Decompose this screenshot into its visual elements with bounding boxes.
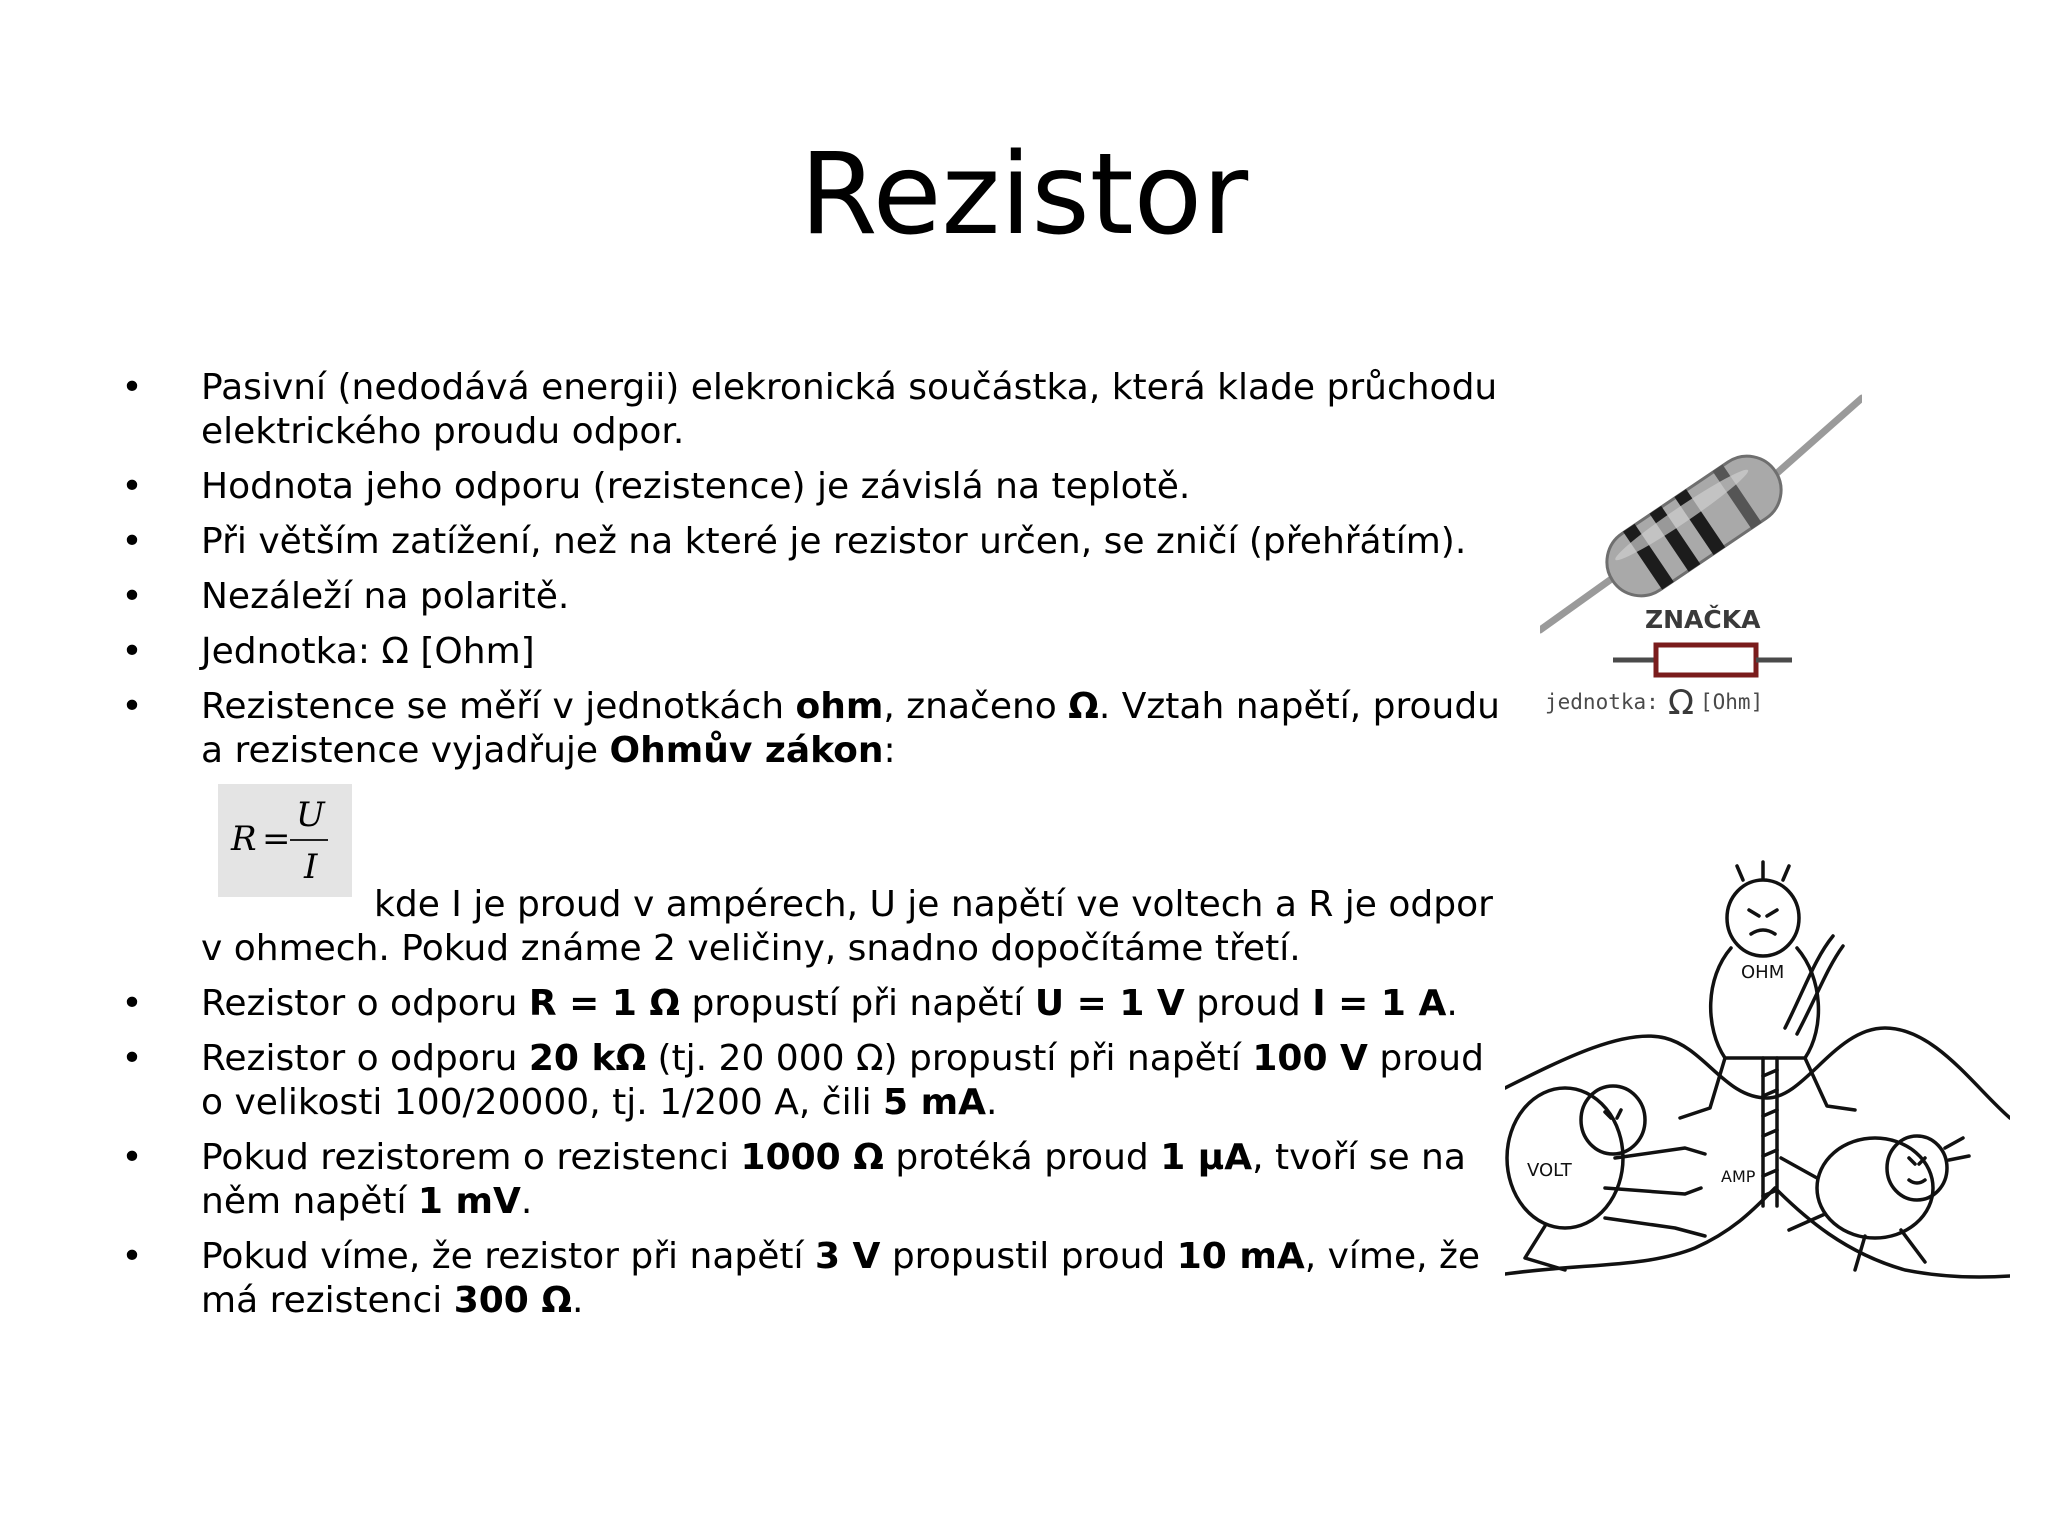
- bullet-item: [120, 630, 1500, 674]
- bullet-dot: •: [121, 521, 143, 562]
- bullet-dot: •: [121, 1236, 143, 1277]
- bullet-text: Pokud víme, že rezistor při napětí 3 V propustil proud 10 mA, víme, že má rezistenci 300 Ω.: [201, 1236, 1481, 1321]
- formula-equals: =: [262, 819, 291, 859]
- bullet-item-example: [120, 1136, 1500, 1224]
- bullet-list: [120, 366, 1500, 1334]
- symbol-caption: ZNAČKA: [1645, 605, 1761, 634]
- bullet-text: Pokud rezistorem o rezistenci 1000 Ω protéká proud 1 µA, tvoří se na něm napětí 1 mV.: [201, 1137, 1466, 1222]
- bullet-item: [120, 520, 1500, 564]
- bullet-item-example: [120, 982, 1500, 1026]
- formula-numerator: U: [296, 795, 325, 835]
- ohm-law-formula-image: [218, 784, 352, 897]
- bullet-text: Rezistence se měří v jednotkách ohm, značeno Ω. Vztah napětí, proudu a rezistence vyjadřuje Ohmův zákon:: [201, 686, 1500, 771]
- bullet-text: Rezistor o odporu 20 kΩ (tj. 20 000 Ω) propustí při napětí 100 V proud o velikosti 100/20000, tj. 1/200 A, čili 5 mA.: [201, 1038, 1484, 1123]
- bullet-item: [120, 465, 1500, 509]
- bullet-text: Jednotka: Ω [Ohm]: [201, 631, 535, 672]
- bullet-dot: •: [121, 983, 143, 1024]
- bullet-text: Nezáleží na polaritě.: [201, 576, 570, 617]
- volt-label: VOLT: [1527, 1160, 1572, 1181]
- formula-denominator: I: [304, 847, 318, 887]
- bullet-text: Pasivní (nedodává energii) elekronická součástka, která klade průchodu elektrického proudu odpor.: [201, 367, 1498, 452]
- unit-symbol: Ω: [1668, 683, 1694, 723]
- ohm-label: OHM: [1741, 962, 1785, 983]
- resistor-image: [1540, 392, 1862, 724]
- bullet-text: Při větším zatížení, než na které je rezistor určen, se zničí (přehřátím).: [201, 521, 1467, 562]
- bullet-item: [120, 575, 1500, 619]
- slide-title: Rezistor: [799, 130, 1249, 260]
- bullet-text: Rezistor o odporu R = 1 Ω propustí při napětí U = 1 V proud I = 1 A.: [201, 983, 1458, 1024]
- ohm-law-cartoon: [1505, 858, 2010, 1298]
- bullet-text: Hodnota jeho odporu (rezistence) je závislá na teplotě.: [201, 466, 1191, 507]
- bullet-item-example: [120, 1037, 1500, 1125]
- resistor-symbol: [1656, 645, 1756, 675]
- bullet-item-ohm-law: [120, 685, 1500, 773]
- cartoon-illustration: [1505, 858, 2010, 1298]
- bullet-dot: •: [121, 1137, 143, 1178]
- bullet-dot: •: [121, 631, 143, 672]
- amp-label: AMP: [1721, 1167, 1756, 1186]
- bullet-item: [120, 366, 1500, 454]
- bullet-dot: •: [121, 576, 143, 617]
- unit-prefix: jednotka:: [1545, 690, 1659, 714]
- bullet-dot: •: [121, 1038, 143, 1079]
- bullet-dot: •: [121, 367, 143, 408]
- bullet-dot: •: [121, 466, 143, 507]
- bullet-item-example: [120, 1235, 1500, 1323]
- resistor-illustration: [1540, 392, 1862, 724]
- bullet-dot: •: [121, 686, 143, 727]
- formula-explanation: kde I je proud v ampérech, U je napětí ve voltech a R je odpor v ohmech. Pokud známe 2 veličiny, snadno dopočítáme třetí.: [201, 884, 1493, 969]
- formula-svg: [218, 784, 352, 897]
- unit-name: [Ohm]: [1700, 690, 1764, 714]
- formula-lhs: R: [231, 819, 257, 859]
- formula-block: [120, 784, 1500, 971]
